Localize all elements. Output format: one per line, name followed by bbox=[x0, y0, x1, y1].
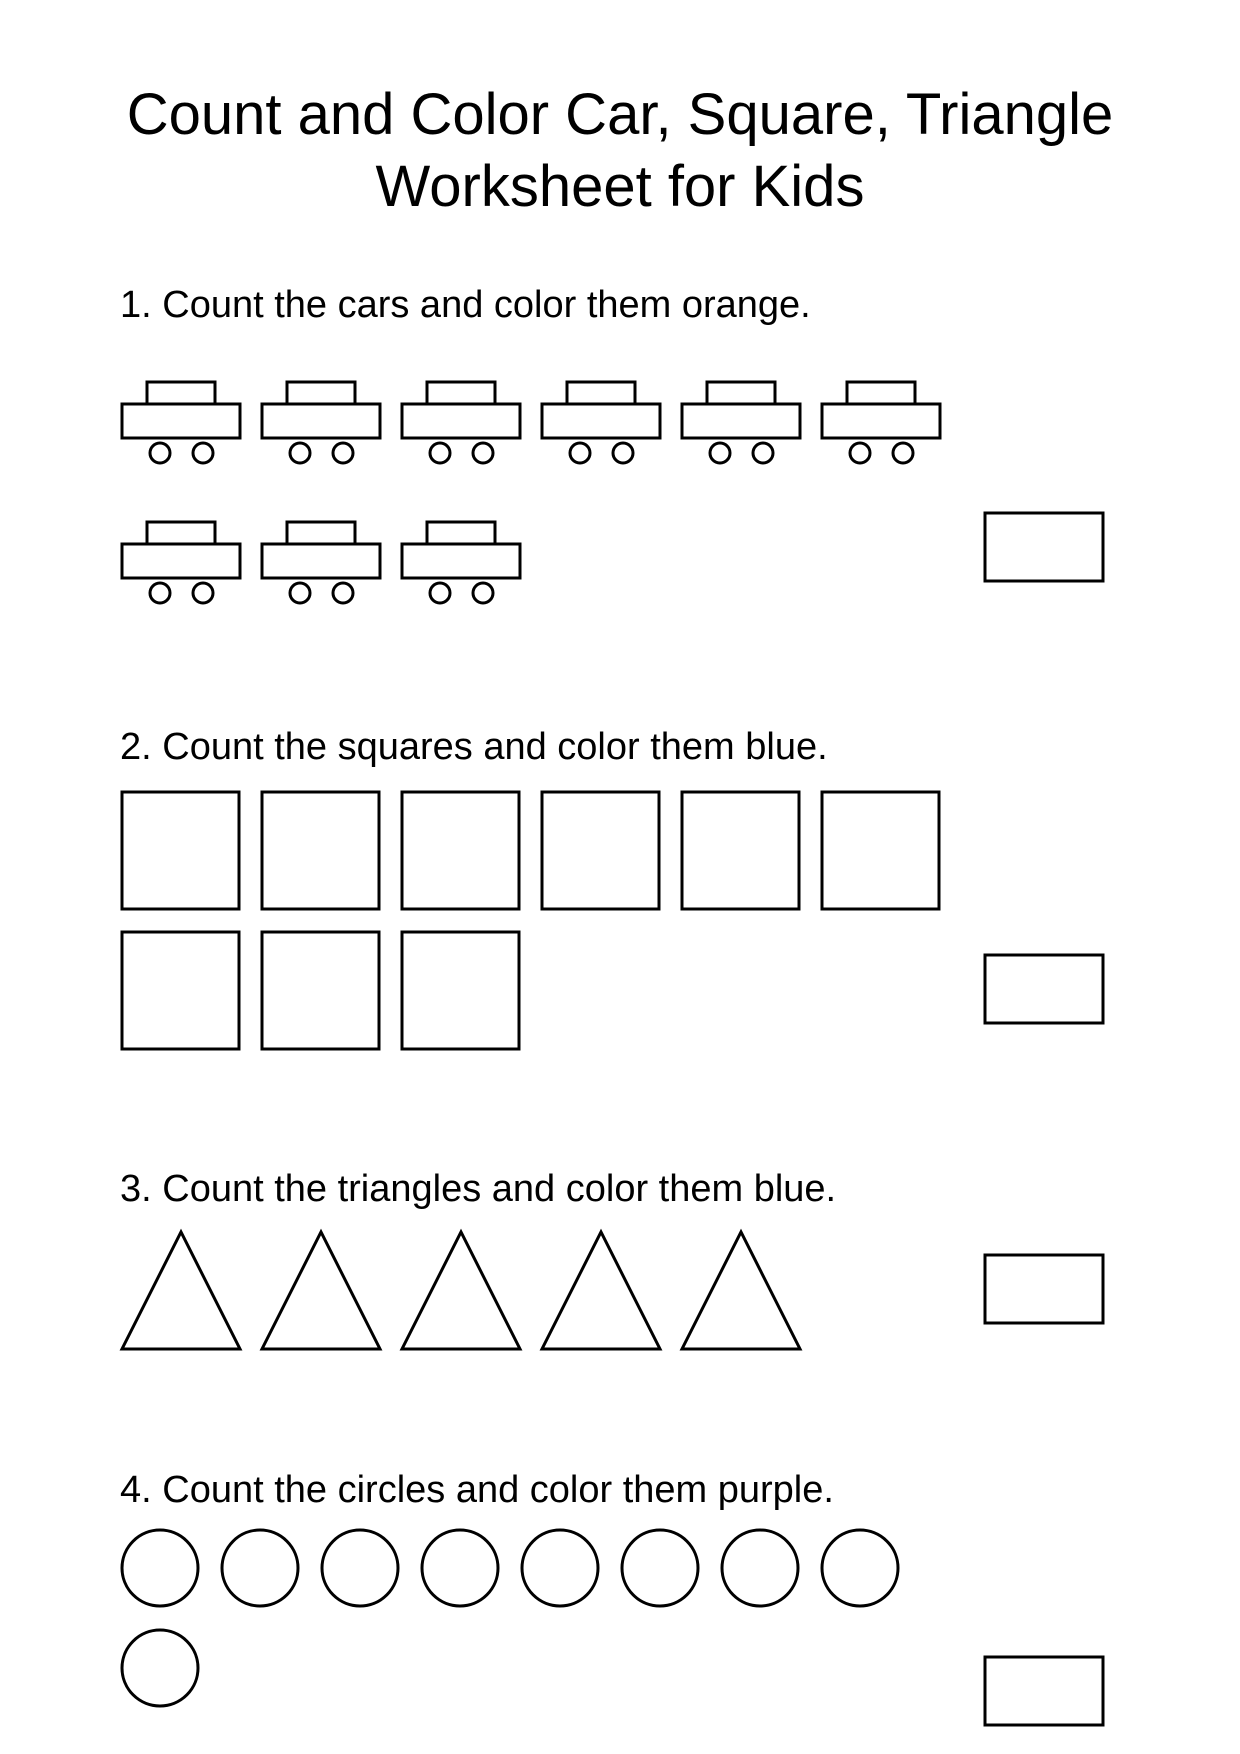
triangle-shape bbox=[402, 1232, 520, 1349]
instruction-triangles: 3. Count the triangles and color them blue. bbox=[120, 1168, 837, 1210]
square-shape bbox=[542, 792, 659, 909]
car-icon bbox=[122, 522, 240, 603]
triangle-shape bbox=[122, 1232, 240, 1349]
cars-group bbox=[122, 382, 940, 603]
triangle-shape bbox=[262, 1232, 380, 1349]
squares-group bbox=[122, 792, 939, 1049]
car-icon bbox=[122, 382, 240, 463]
square-shape bbox=[262, 792, 379, 909]
circle-shape bbox=[122, 1630, 198, 1706]
answer-box-cars[interactable] bbox=[985, 513, 1103, 581]
triangles-group bbox=[122, 1232, 800, 1349]
square-shape bbox=[682, 792, 799, 909]
car-icon bbox=[402, 522, 520, 603]
square-shape bbox=[402, 792, 519, 909]
instruction-circles: 4. Count the circles and color them purple. bbox=[120, 1469, 834, 1511]
car-icon bbox=[402, 382, 520, 463]
circle-shape bbox=[122, 1530, 198, 1606]
circle-shape bbox=[622, 1530, 698, 1606]
instruction-squares: 2. Count the squares and color them blue. bbox=[120, 726, 828, 768]
page-title-line-1: Count and Color Car, Square, Triangle bbox=[126, 82, 1114, 147]
car-icon bbox=[542, 382, 660, 463]
car-icon bbox=[262, 382, 380, 463]
square-shape bbox=[402, 932, 519, 1049]
circle-shape bbox=[222, 1530, 298, 1606]
car-icon bbox=[262, 522, 380, 603]
square-shape bbox=[822, 792, 939, 909]
square-shape bbox=[122, 932, 239, 1049]
car-icon bbox=[682, 382, 800, 463]
circle-shape bbox=[322, 1530, 398, 1606]
page-title-line-2: Worksheet for Kids bbox=[375, 154, 865, 219]
circle-shape bbox=[822, 1530, 898, 1606]
car-icon bbox=[822, 382, 940, 463]
answer-box-squares[interactable] bbox=[985, 955, 1103, 1023]
answer-box-circles[interactable] bbox=[985, 1657, 1103, 1725]
circle-shape bbox=[522, 1530, 598, 1606]
square-shape bbox=[262, 932, 379, 1049]
answer-box-triangles[interactable] bbox=[985, 1255, 1103, 1323]
circle-shape bbox=[422, 1530, 498, 1606]
triangle-shape bbox=[682, 1232, 800, 1349]
circle-shape bbox=[722, 1530, 798, 1606]
instruction-cars: 1. Count the cars and color them orange. bbox=[120, 284, 811, 326]
circles-group bbox=[122, 1530, 898, 1706]
square-shape bbox=[122, 792, 239, 909]
triangle-shape bbox=[542, 1232, 660, 1349]
